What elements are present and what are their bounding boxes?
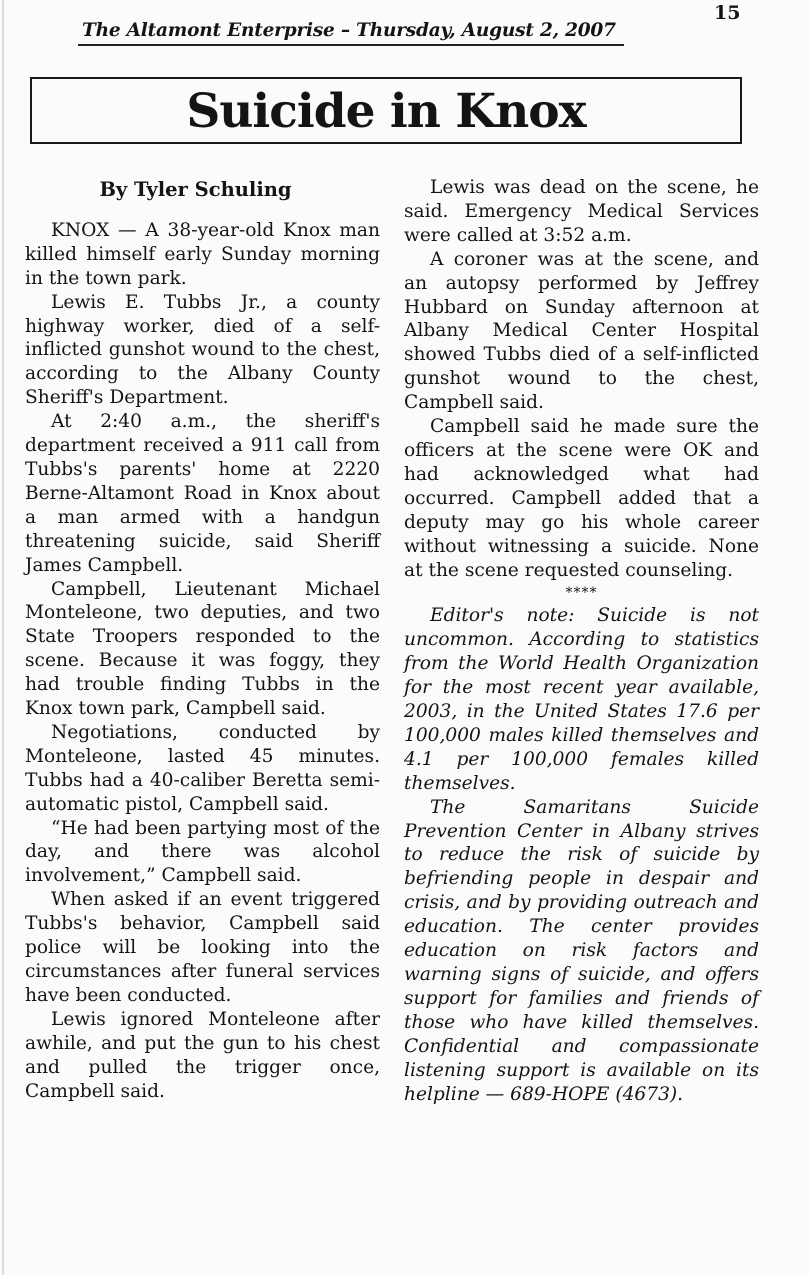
editors-note-paragraph: The Samaritans Suicide Prevention Center in Albany strives to reduce the risk of suicide by befriending people in despair and crisis, and by providing outreach and education. The center provides education on risk factors and warning signs of suicide, and offers support for families and friends of those who have killed themselves. Confidential and compassionate listening support is available on its helpline — 689-HOPE (4673). (404, 796, 759, 1105)
article-column-left (25, 176, 380, 1103)
page-edge (2, 0, 4, 1275)
paragraph: “He had been partying most of the day, and there was alcohol involvement,” Campbell said. (25, 817, 380, 887)
paragraph: Campbell, Lieutenant Michael Monteleone, two deputies, and two State Troopers responded to the scene. Because it was foggy, they had trouble finding Tubbs in the Knox town park, Campbell said. (25, 578, 380, 720)
masthead-rule (78, 44, 624, 46)
paragraph: Negotiations, conducted by Monteleone, lasted 45 minutes. Tubbs had a 40-caliber Beretta semi-automatic pistol, Campbell said. (25, 721, 380, 815)
publication-line: The Altamont Enterprise – Thursday, August 2, 2007 (82, 20, 616, 41)
editors-note-paragraph: Editor's note: Suicide is not uncommon. According to statistics from the World Health Organization for the most recent year available, 2003, in the United States 17.6 per 100,000 males killed themselves and 4.1 per 100,000 females killed themselves. (404, 605, 759, 794)
headline-box (30, 77, 742, 144)
paragraph: Lewis ignored Monteleone after awhile, and put the gun to his chest and pulled the trigger once, Campbell said. (25, 1008, 380, 1102)
section-separator: **** (565, 585, 598, 602)
paragraph: A coroner was at the scene, and an autopsy performed by Jeffrey Hubbard on Sunday afternoon at Albany Medical Center Hospital showed Tubbs died of a self-inflicted gunshot wound to the chest, Campbell said. (404, 248, 759, 414)
paragraph: Lewis was dead on the scene, he said. Emergency Medical Services were called at 3:52 a.m. (404, 177, 759, 246)
article-column-right (404, 176, 759, 1106)
page-number: 15 (714, 2, 741, 24)
paragraph: When asked if an event triggered Tubbs's behavior, Campbell said police will be looking into the circumstances after funeral services have been conducted. (25, 889, 380, 1006)
paragraph: At 2:40 a.m., the sheriff's department received a 911 call from Tubbs's parents' home at 2220 Berne-Altamont Road in Knox about a man armed with a handgun threatening suicide, said Sheriff James Campbell. (25, 411, 380, 576)
byline: By Tyler Schuling (99, 178, 292, 201)
paragraph: Campbell said he made sure the officers at the scene were OK and had acknowledged what had occurred. Campbell added that a deputy may go his whole career without witnessing a suicide. None at the scene requested counseling. (404, 416, 759, 581)
paragraph: Lewis E. Tubbs Jr., a county highway worker, died of a self-inflicted gunshot wound to the chest, according to the Albany County Sheriff's Department. (25, 291, 380, 409)
paragraph: KNOX — A 38-year-old Knox man killed himself early Sunday morning in the town park. (25, 219, 380, 289)
headline: Suicide in Knox (186, 84, 586, 139)
